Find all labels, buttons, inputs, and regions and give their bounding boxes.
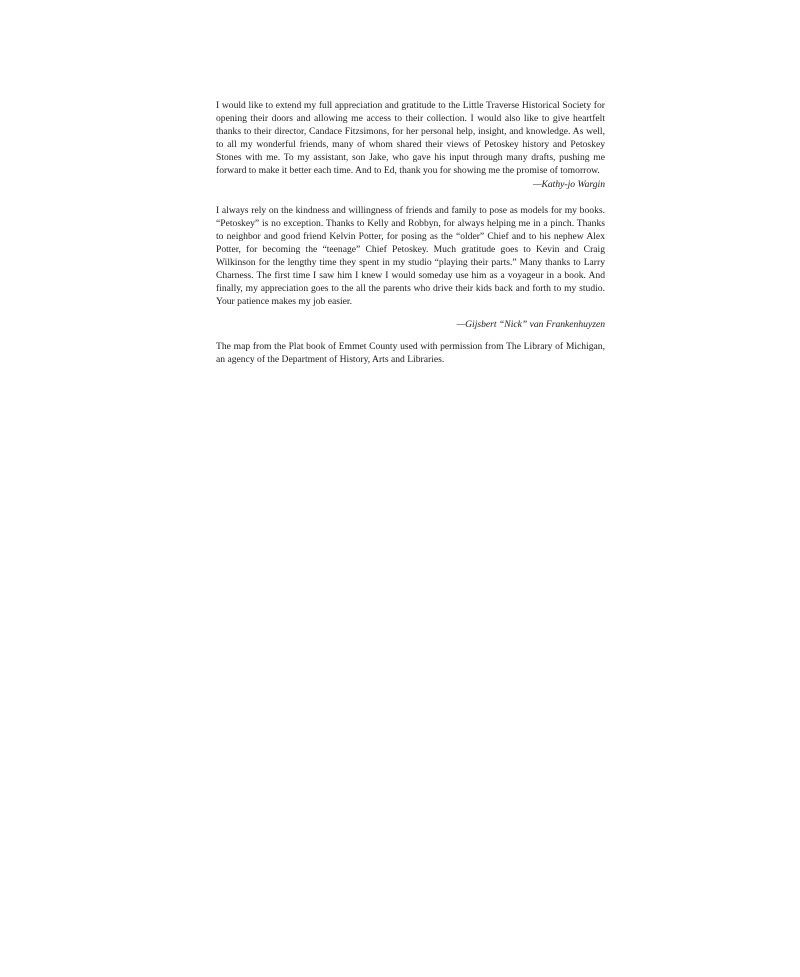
illustrator-signature: —Gijsbert “Nick” van Frankenhuyzen xyxy=(456,318,605,330)
acknowledgments-page xyxy=(216,100,605,367)
author-acknowledgment: I would like to extend my full appreciation and gratitude to the Little Traverse Historical Society for opening their doors and allowing me access to their collection. I would also like to give heartfelt thanks to their director, Candace Fitzsimons, for her personal help, insight, and knowledge. As well, to all my wonderful friends, many of whom shared their views of Petoskey history and Petoskey Stones with me. To my assistant, son Jake, who gave his input through many drafts, pushing me forward to make it better each time. And to Ed, thank you for showing me the promise of tomorrow. xyxy=(216,100,605,176)
map-credit: The map from the Plat book of Emmet County used with permission from The Library of Michigan, an agency of the Department of History, Arts and Libraries. xyxy=(216,340,605,365)
author-signature: —Kathy-jo Wargin xyxy=(532,179,605,191)
illustrator-acknowledgment: I always rely on the kindness and willingness of friends and family to pose as models for my books. “Petoskey” is no exception. Thanks to Kelly and Robbyn, for always helping me in a pinch. Thanks to neighbor and good friend Kelvin Potter, for posing as the “older” Chief and to his nephew Alex Potter, for becoming the “teenage” Chief Petoskey. Much gratitude goes to Kevin and Craig Wilkinson for the lengthy time they spent in my studio “playing their parts.” Many thanks to Larry Charness. The first time I saw him I knew I would someday use him as a voyageur in a book. And finally, my appreciation goes to the all the parents who drive their kids back and forth to my studio. Your patience makes my job easier. xyxy=(216,205,605,307)
